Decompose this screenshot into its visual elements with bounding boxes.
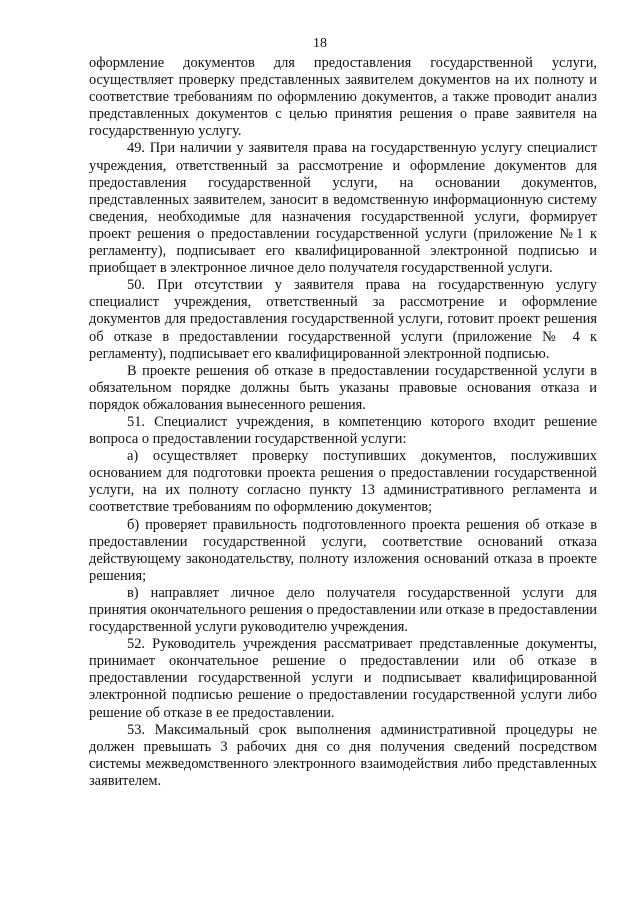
paragraph-52: 52. Руководитель учреждения рассматривает представленные документы, принимает окончательное решение о предоставлении или об отказе в предоставлении государственной услуги и подписывает квалифицированной электронной подписью решение о предоставлении государственной услуги либо решение об отказе в ее предоставлении. — [89, 636, 597, 721]
paragraph-53: 53. Максимальный срок выполнения административной процедуры не должен превышать 3 рабочих дня со дня получения сведений посредством системы межведомственного электронного взаимодействия либо представленных заявителем. — [89, 721, 597, 789]
paragraph-50: 50. При отсутствии у заявителя права на государственную услугу специалист учреждения, ответственный за рассмотрение и оформление документов для предоставления государственной услуги, готовит проект решения об отказе в предоставлении государственной услуги (приложение № 4 к регламенту), подписывает его квалифицированной электронной подписью. — [89, 277, 597, 362]
document-body — [89, 55, 597, 790]
page-number: 18 — [313, 36, 327, 51]
paragraph-51-a: а) осуществляет проверку поступивших документов, послуживших основанием для подготовки проекта решения о предоставлении государственной услуги, на их полноту согласно пункту 13 административного регламента и соответствие требованиям по оформлению документов; — [89, 448, 597, 516]
paragraph-51-v: в) направляет личное дело получателя государственной услуги для принятия окончательного решения о предоставлении или отказе в предоставлении государственной услуги руководителю учреждения. — [89, 584, 597, 636]
paragraph-49: 49. При наличии у заявителя права на государственную услугу специалист учреждения, ответственный за рассмотрение и оформление документов для предоставления государственной услуги, на основании документов, представленных заявителем, заносит в ведомственную информационную систему сведения, необходимые для назначения государственной услуги, формирует проект решения о предоставлении государственной услуги (приложение №1 к регламенту), подписывает его квалифицированной электронной подписью и приобщает в электронное личное дело получателя государственной услуги. — [89, 140, 597, 277]
paragraph-intro: оформление документов для предоставления государственной услуги, осуществляет проверку представленных заявителем документов на их полноту и соответствие требованиям по оформлению документов, а также проводит анализ представленных документов с целью принятия решения о праве заявителя на государственную услугу. — [89, 55, 597, 140]
paragraph-50-refusal-basis: В проекте решения об отказе в предоставлении государственной услуги в обязательном порядке должны быть указаны правовые основания отказа и порядок обжалования вынесенного решения. — [89, 362, 597, 413]
paragraph-51-b: б) проверяет правильность подготовленного проекта решения об отказе в предоставлении государственной услуги, соответствие оснований отказа действующему законодательству, полноту изложения оснований отказа в проекте решения; — [89, 516, 597, 584]
paragraph-51: 51. Специалист учреждения, в компетенцию которого входит решение вопроса о предоставлении государственной услуги: — [89, 413, 597, 448]
